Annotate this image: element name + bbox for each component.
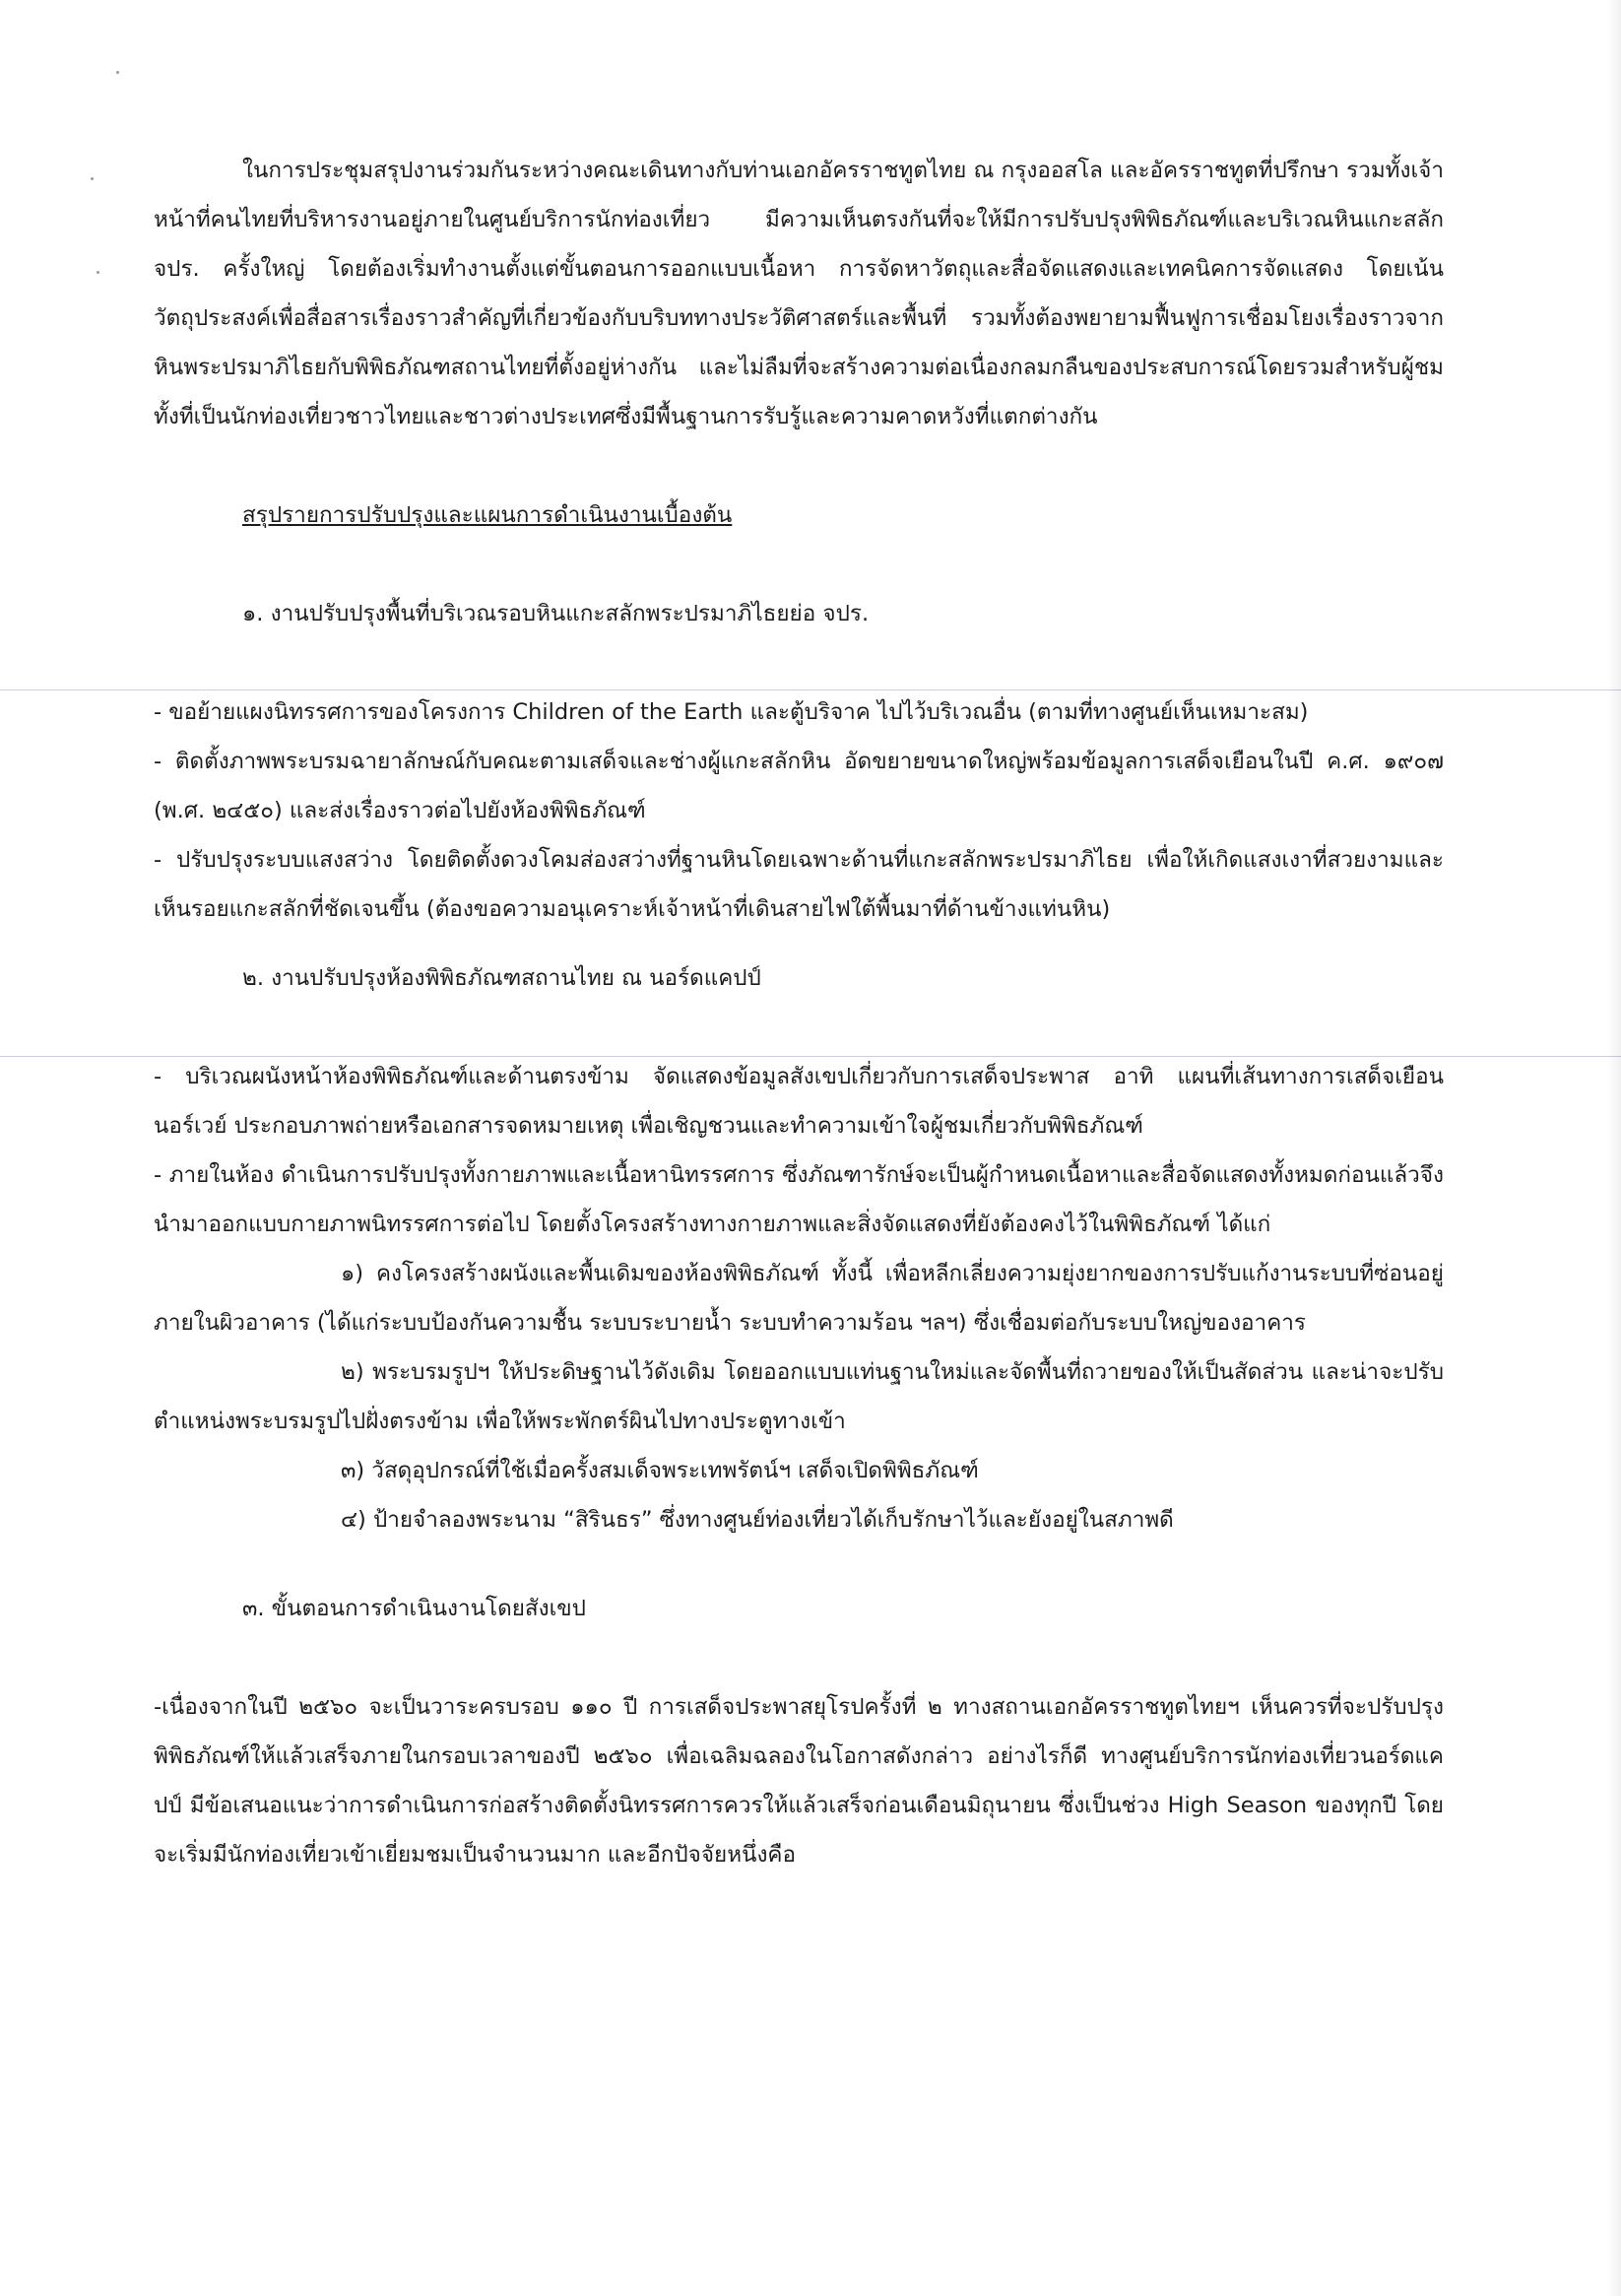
summary-heading bbox=[154, 491, 1444, 540]
section1-item: - ขอย้ายแผงนิทรรศการของโครงการ Children of the Earth และตู้บริจาค ไปไว้บริเวณอื่น (ตามที่ทางศูนย์เห็นเหมาะสม) bbox=[154, 699, 1309, 725]
page-edge-shadow bbox=[1607, 0, 1621, 2296]
section1-item: - ติดตั้งภาพพระบรมฉายาลักษณ์กับคณะตามเสด็จและช่างผู้แกะสลักหิน อัดขยายขนาดใหญ่พร้อมข้อมูลการเสด็จเยือนในปี ค.ศ. ๑๙๐๗ (พ.ศ. ๒๔๕๐) และส่งเรื่องราวต่อไปยังห้องพิพิธภัณฑ์ bbox=[154, 749, 1444, 823]
scan-speck bbox=[97, 271, 99, 274]
section2-heading: ๒. งานปรับปรุงห้องพิพิธภัณฑสถานไทย ณ นอร์ดแคปป์ bbox=[242, 965, 761, 991]
section2-subitem: ๒) พระบรมรูปฯ ให้ประดิษฐานไว้ดังเดิม โดยออกแบบแท่นฐานใหม่และจัดพื้นที่ถวายของให้เป็นสัดส่วน และน่าจะปรับตำแหน่งพระบรมรูปไปฝั่งตรงข้าม เพื่อให้พระพักตร์ผินไปทางประตูทางเข้า bbox=[154, 1359, 1444, 1434]
section3-heading: ๓. ขั้นตอนการดำเนินงานโดยสังเขป bbox=[242, 1596, 586, 1621]
summary-heading-text: สรุปรายการปรับปรุงและแผนการดำเนินงานเบื้องต้น bbox=[242, 502, 733, 528]
section2-item: - บริเวณผนังหน้าห้องพิพิธภัณฑ์และด้านตรงข้าม จัดแสดงข้อมูลสังเขปเกี่ยวกับการเสด็จประพาส อาทิ แผนที่เส้นทางการเสด็จเยือนนอร์เวย์ ประกอบภาพถ่ายหรือเอกสารจดหมายเหตุ เพื่อเชิญชวนและทำความเข้าใจผู้ชมเกี่ยวกับพิพิธภัณฑ์ bbox=[154, 1064, 1444, 1139]
section2-subitem: ๓) วัสดุอุปกรณ์ที่ใช้เมื่อครั้งสมเด็จพระเทพรัตน์ฯ เสด็จเปิดพิพิธภัณฑ์ bbox=[341, 1458, 979, 1483]
section2-item: - ภายในห้อง ดำเนินการปรับปรุงทั้งกายภาพและเนื้อหานิทรรศการ ซึ่งภัณฑารักษ์จะเป็นผู้กำหนดเนื้อหาและสื่อจัดแสดงทั้งหมดก่อนแล้วจึงนำมาออกแบบกายภาพนิทรรศการต่อไป โดยตั้งโครงสร้างทางกายภาพและสิ่งจัดแสดงที่ยังต้องคงไว้ในพิพิธภัณฑ์ ได้แก่ bbox=[154, 1162, 1444, 1237]
document-body bbox=[154, 146, 1444, 1879]
section1-heading: ๑. งานปรับปรุงพื้นที่บริเวณรอบหินแกะสลักพระปรมาภิไธยย่อ จปร. bbox=[242, 601, 870, 626]
section2-subitem: ๑) คงโครงสร้างผนังและพื้นเดิมของห้องพิพิธภัณฑ์ ทั้งนี้ เพื่อหลีกเลี่ยงความยุ่งยากของการปรับแก้งานระบบที่ซ่อนอยู่ภายในผิวอาคาร (ได้แก่ระบบป้องกันความชื้น ระบบระบายน้ำ ระบบทำความร้อน ฯลฯ) ซึ่งเชื่อมต่อกับระบบใหญ่ของอาคาร bbox=[154, 1261, 1444, 1336]
section2-subitem: ๔) ป้ายจำลองพระนาม “สิรินธร” ซึ่งทางศูนย์ท่องเที่ยวได้เก็บรักษาไว้และยังอยู่ในสภาพดี bbox=[341, 1507, 1174, 1533]
scan-speck bbox=[116, 71, 119, 74]
section3-body: -เนื่องจากในปี ๒๕๖๐ จะเป็นวาระครบรอบ ๑๑๐ ปี การเสด็จประพาสยุโรปครั้งที่ ๒ ทางสถานเอกอัครราชทูตไทยฯ เห็นควรที่จะปรับปรุงพิพิธภัณฑ์ให้แล้วเสร็จภายในกรอบเวลาของปี ๒๕๖๐ เพื่อเฉลิมฉลองในโอกาสดังกล่าว อย่างไรก็ดี ทางศูนย์บริการนักท่องเที่ยวนอร์ดแคปป์ มีข้อเสนอแนะว่าการดำเนินการก่อสร้างติดตั้งนิทรรศการควรให้แล้วเสร็จก่อนเดือนมิถุนายน ซึ่งเป็นช่วง High Season ของทุกปี โดยจะเริ่มมีนักท่องเที่ยวเข้าเยี่ยมชมเป็นจำนวนมาก และอีกปัจจัยหนึ่งคือ bbox=[154, 1694, 1444, 1868]
intro-paragraph: ในการประชุมสรุปงานร่วมกันระหว่างคณะเดินทางกับท่านเอกอัครราชทูตไทย ณ กรุงออสโล และอัครราชทูตที่ปรึกษา รวมทั้งเจ้าหน้าที่คนไทยที่บริหารงานอยู่ภายในศูนย์บริการนักท่องเที่ยว มีความเห็นตรงกันที่จะให้มีการปรับปรุงพิพิธภัณฑ์และบริเวณหินแกะสลัก จปร. ครั้งใหญ่ โดยต้องเริ่มทำงานตั้งแต่ขั้นตอนการออกแบบเนื้อหา การจัดหาวัตถุและสื่อจัดแสดงและเทคนิคการจัดแสดง โดยเน้นวัตถุประสงค์เพื่อสื่อสารเรื่องราวสำคัญที่เกี่ยวข้องกับบริบททางประวัติศาสตร์และพื้นที่ รวมทั้งต้องพยายามฟื้นฟูการเชื่อมโยงเรื่องราวจากหินพระปรมาภิไธยกับพิพิธภัณฑสถานไทยที่ตั้งอยู่ห่างกัน และไม่ลืมที่จะสร้างความต่อเนื่องกลมกลืนของประสบการณ์โดยรวมสำหรับผู้ชม ทั้งที่เป็นนักท่องเที่ยวชาวไทยและชาวต่างประเทศซึ่งมีพื้นฐานการรับรู้และความคาดหวังที่แตกต่างกัน bbox=[154, 158, 1444, 429]
section1-item: - ปรับปรุงระบบแสงสว่าง โดยติดตั้งดวงโคมส่องสว่างที่ฐานหินโดยเฉพาะด้านที่แกะสลักพระปรมาภิไธย เพื่อให้เกิดแสงเงาที่สวยงามและเห็นรอยแกะสลักที่ชัดเจนขึ้น (ต้องขอความอนุเคราะห์เจ้าหน้าที่เดินสายไฟใต้พื้นมาที่ด้านข้างแท่นหิน) bbox=[154, 847, 1444, 922]
scan-speck bbox=[91, 177, 94, 180]
